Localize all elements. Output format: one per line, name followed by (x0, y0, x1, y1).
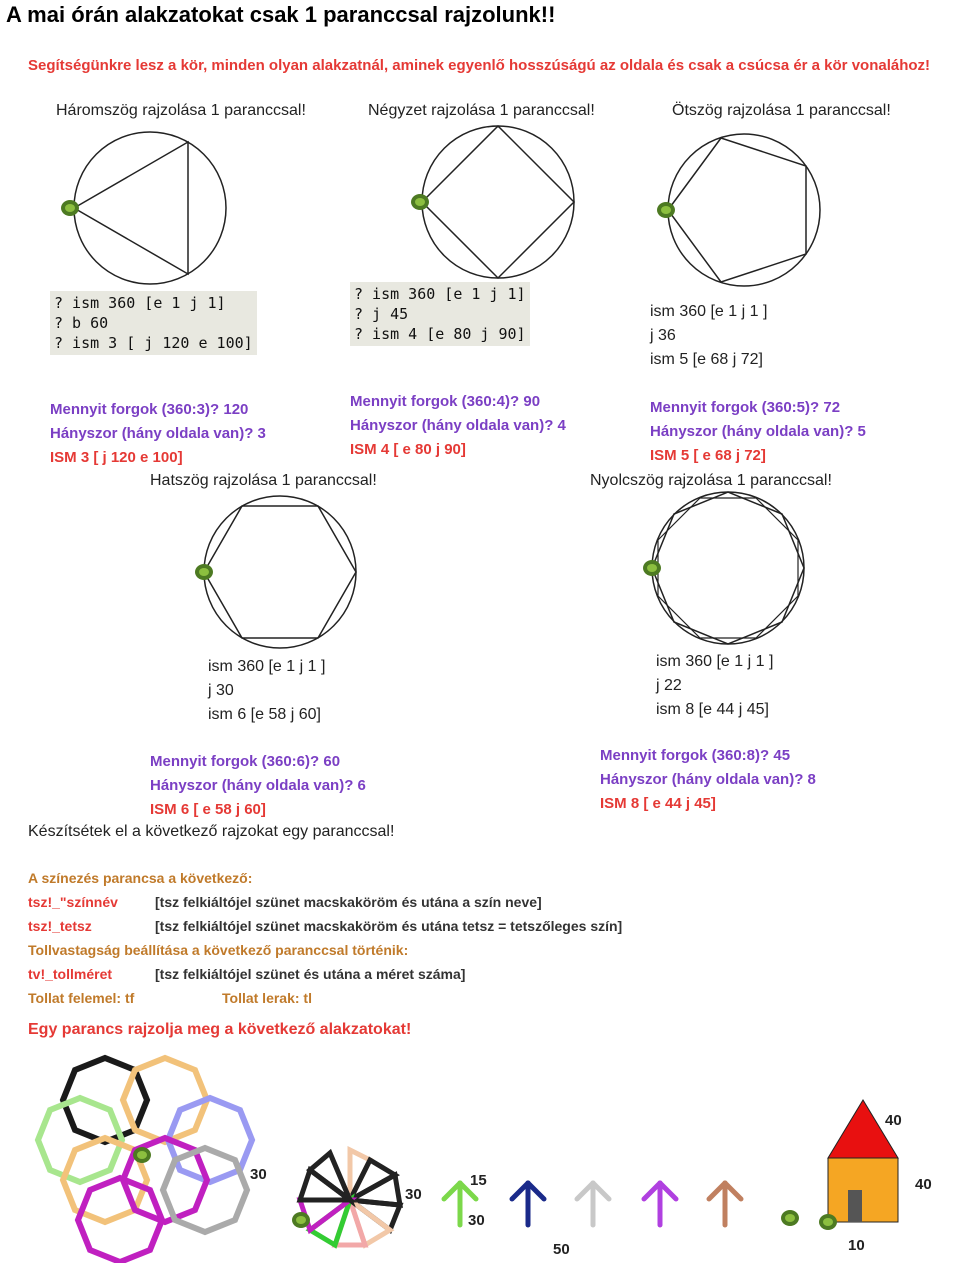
octagon-pattern-size: 30 (250, 1166, 267, 1183)
star-pattern-figure (295, 1145, 405, 1255)
octagon-caption: Nyolcszög rajzolása 1 paranccsal! (590, 472, 832, 489)
arrow-shaft-size: 30 (468, 1212, 485, 1229)
color-cmd-any: tsz!_tetsz (28, 918, 92, 934)
hexagon-info: Mennyit forgok (360:6)? 60 Hányszor (hány oldala van)? 6 ISM 6 [ e 58 j 60] (150, 753, 366, 818)
base-size: 10 (848, 1237, 865, 1254)
arrow-spacing-size: 50 (553, 1241, 570, 1258)
octagon-figure (644, 490, 814, 650)
turtle-icon (657, 202, 675, 218)
triangle-code: ? ism 360 [e 1 j 1] ? b 60 ? ism 3 [ j 120 e 100] (50, 291, 257, 355)
triangle-caption: Háromszög rajzolása 1 paranccsal! (56, 102, 306, 119)
turtle-icon (411, 194, 429, 210)
intro-text: Segítségünkre lesz a kör, minden olyan alakzatnál, aminek egyenlő hosszúságú az oldala és csak a csúcsa ér a kör vonalához! (28, 57, 931, 74)
pentagon-code: ism 360 [e 1 j 1 ] j 36 ism 5 [e 68 j 72] (650, 303, 768, 368)
octagon-code: ism 360 [e 1 j 1 ] j 22 ism 8 [e 44 j 45] (656, 653, 774, 718)
turtle-icon (781, 1210, 799, 1226)
square-info: Mennyit forgok (360:4)? 90 Hányszor (hány oldala van)? 4 ISM 4 [ e 80 j 90] (350, 393, 566, 458)
star-pattern-size: 30 (405, 1186, 422, 1203)
triangle-figure (60, 128, 240, 288)
turtle-icon (292, 1212, 310, 1228)
roof-size: 40 (885, 1112, 902, 1129)
triangle-info: Mennyit forgok (360:3)? 120 Hányszor (hány oldala van)? 3 ISM 3 [ j 120 e 100] (50, 401, 266, 466)
pentagon-info: Mennyit forgok (360:5)? 72 Hányszor (hány oldala van)? 5 ISM 5 [ e 68 j 72] (650, 399, 866, 464)
pentagon-caption: Ötszög rajzolása 1 paranccsal! (672, 102, 891, 119)
square-caption: Négyzet rajzolása 1 paranccsal! (368, 102, 595, 119)
octagon-pattern-figure (30, 1050, 260, 1260)
pen-size-cmd: tv!_tollméret (28, 966, 113, 982)
arrow-up-icon (644, 1183, 676, 1225)
square-figure (410, 124, 580, 284)
pen-heading: Tollvastagság beállítása a következő paranccsal történik: (28, 942, 409, 958)
color-heading: A színezés parancsa a következő: (28, 870, 253, 886)
pen-up: Tollat felemel: tf (28, 990, 135, 1006)
hexagon-code: ism 360 [e 1 j 1 ] j 30 ism 6 [e 58 j 60] (208, 658, 326, 723)
color-cmd-name: tsz!_"színnév (28, 894, 118, 910)
color-cmd-name-desc: [tsz felkiáltójel szünet macskaköröm és utána a szín neve] (155, 894, 542, 910)
turtle-icon (133, 1147, 151, 1163)
color-cmd-any-desc: [tsz felkiáltójel szünet macskaköröm és utána tetsz = tetszőleges szín] (155, 918, 623, 934)
pen-down: Tollat lerak: tl (222, 990, 312, 1006)
octagon-info: Mennyit forgok (360:8)? 45 Hányszor (hány oldala van)? 8 ISM 8 [ e 44 j 45] (600, 747, 816, 812)
turtle-icon (61, 200, 79, 216)
page-title: A mai órán alakzatokat csak 1 paranccsal rajzolunk!! (6, 2, 556, 27)
turtle-icon (195, 564, 213, 580)
wall-size: 40 (915, 1176, 932, 1193)
arrow-up-icon (577, 1183, 609, 1225)
turtle-icon (643, 560, 661, 576)
task-draw-shapes: Készítsétek el a következő rajzokat egy paranccsal! (28, 823, 395, 840)
hexagon-figure (196, 494, 366, 654)
arrow-head-size: 15 (470, 1172, 487, 1189)
arrow-up-icon (512, 1183, 544, 1225)
pentagon-figure (656, 130, 826, 290)
arrows-figure (440, 1175, 770, 1230)
arrow-up-icon (709, 1183, 741, 1225)
square-code: ? ism 360 [e 1 j 1] ? j 45 ? ism 4 [e 80 j 90] (350, 282, 530, 346)
turtle-icon (819, 1214, 837, 1230)
task-one-command: Egy parancs rajzolja meg a következő alakzatokat! (28, 1021, 412, 1038)
hexagon-caption: Hatszög rajzolása 1 paranccsal! (150, 472, 377, 489)
pen-size-desc: [tsz felkiáltójel szünet és utána a méret száma] (155, 966, 466, 982)
